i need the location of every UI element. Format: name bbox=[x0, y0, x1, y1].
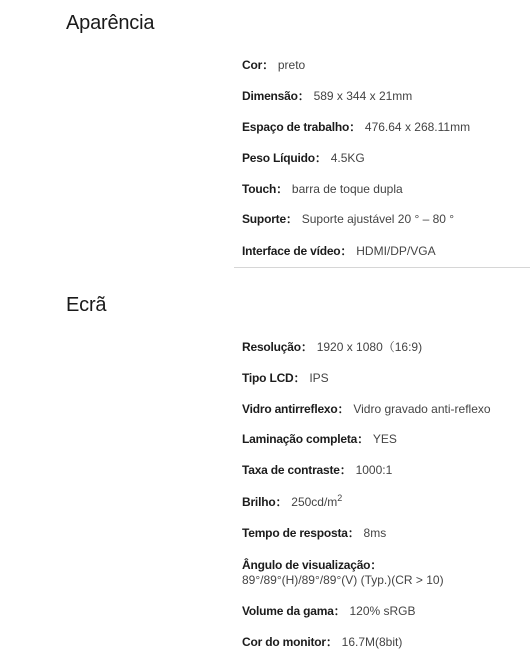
spec-value: 1000:1 bbox=[355, 463, 393, 477]
spec-value: 589 x 344 x 21mm bbox=[313, 89, 413, 103]
spec-interface-de-video bbox=[242, 244, 436, 259]
spec-label: Ângulo de visualização： bbox=[242, 558, 383, 572]
spec-suporte bbox=[242, 212, 454, 227]
spec-laminacao-completa bbox=[242, 432, 397, 447]
spec-label: Brilho： bbox=[242, 495, 288, 509]
section-title-ecra: Ecrã bbox=[66, 294, 107, 316]
spec-tipo-lcd bbox=[242, 371, 329, 386]
spec-value: 1920 x 1080（16:9) bbox=[316, 340, 423, 354]
spec-label: Cor do monitor： bbox=[242, 635, 338, 649]
spec-value-text: 250cd/m bbox=[291, 495, 338, 509]
spec-value: HDMI/DP/VGA bbox=[356, 244, 436, 258]
spec-vidro-antirreflexo bbox=[242, 402, 491, 417]
spec-label: Touch： bbox=[242, 182, 288, 196]
spec-value bbox=[291, 495, 342, 509]
spec-label: Resolução： bbox=[242, 340, 313, 354]
spec-resolucao bbox=[242, 340, 422, 355]
spec-value: 120% sRGB bbox=[349, 604, 416, 618]
spec-value: 16.7M(8bit) bbox=[341, 635, 403, 649]
spec-label: Laminação completa： bbox=[242, 432, 369, 446]
spec-brilho bbox=[242, 495, 342, 510]
spec-value: IPS bbox=[309, 371, 329, 385]
spec-volume-da-gama bbox=[242, 604, 416, 619]
spec-cor-do-monitor bbox=[242, 635, 402, 650]
spec-value: 89°/89°(H)/89°/89°(V) (Typ.)(CR > 10) bbox=[242, 573, 444, 587]
section-divider bbox=[234, 267, 530, 268]
spec-value: 476.64 x 268.11mm bbox=[364, 120, 471, 134]
spec-label: Taxa de contraste： bbox=[242, 463, 352, 477]
spec-peso-liquido bbox=[242, 151, 365, 166]
spec-value: preto bbox=[277, 58, 306, 72]
spec-value-superscript: 2 bbox=[337, 493, 343, 503]
spec-value: 8ms bbox=[363, 526, 387, 540]
spec-label: Peso Líquido： bbox=[242, 151, 327, 165]
spec-label: Suporte： bbox=[242, 212, 298, 226]
spec-label: Volume da gama： bbox=[242, 604, 346, 618]
spec-value: Vidro gravado anti-reflexo bbox=[353, 402, 491, 416]
spec-angulo-de-visualizacao bbox=[242, 558, 444, 588]
spec-label: Tempo de resposta： bbox=[242, 526, 360, 540]
spec-taxa-de-contraste bbox=[242, 463, 392, 478]
spec-label: Vidro antirreflexo： bbox=[242, 402, 350, 416]
spec-value: YES bbox=[372, 432, 397, 446]
spec-label: Interface de vídeo： bbox=[242, 244, 353, 258]
spec-touch bbox=[242, 182, 403, 197]
spec-tempo-de-resposta bbox=[242, 526, 386, 541]
spec-value: barra de toque dupla bbox=[291, 182, 403, 196]
spec-dimensao bbox=[242, 89, 412, 104]
spec-value: 4.5KG bbox=[330, 151, 365, 165]
spec-espaco-de-trabalho bbox=[242, 120, 470, 135]
spec-value: Suporte ajustável 20 ° – 80 ° bbox=[301, 212, 455, 226]
spec-label: Tipo LCD： bbox=[242, 371, 306, 385]
spec-cor bbox=[242, 58, 305, 73]
spec-label: Cor： bbox=[242, 58, 274, 72]
spec-label: Espaço de trabalho： bbox=[242, 120, 361, 134]
section-title-aparencia: Aparência bbox=[66, 12, 155, 34]
spec-label: Dimensão： bbox=[242, 89, 310, 103]
